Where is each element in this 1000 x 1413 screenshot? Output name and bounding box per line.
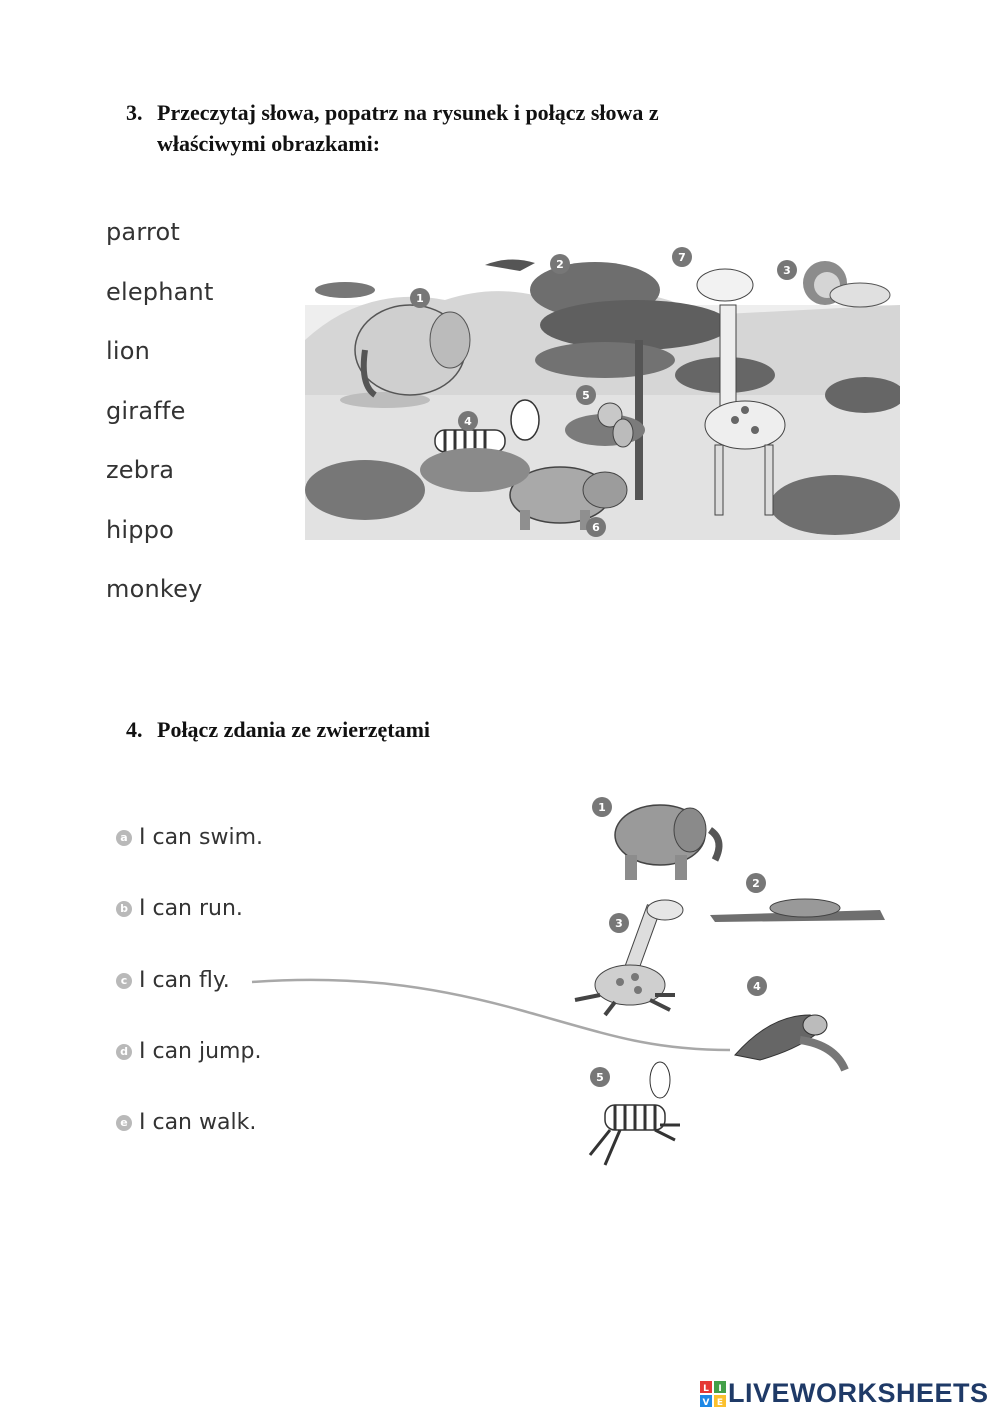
- animal-giraffe: [575, 900, 683, 1015]
- svg-text:7: 7: [678, 251, 686, 264]
- svg-text:2: 2: [752, 877, 760, 890]
- animal-hippo: [710, 899, 885, 922]
- scene-marker-6: [586, 517, 606, 537]
- scene-marker-5: [576, 385, 596, 405]
- exercise-3-instruction-line1: Przeczytaj słowa, popatrz na rysunek i połącz słowa z: [157, 100, 659, 125]
- sentence-letter-b: b: [116, 901, 132, 917]
- scene-marker-2: [550, 254, 570, 274]
- exercise-3-instruction-line2: właściwymi obrazkami:: [157, 131, 381, 156]
- word-elephant[interactable]: elephant: [106, 278, 214, 306]
- animals-illustration: [560, 790, 890, 1190]
- animal-marker-2: [746, 873, 766, 893]
- savanna-scene-illustration: [305, 245, 900, 540]
- sentence-b[interactable]: [116, 896, 243, 921]
- svg-text:4: 4: [464, 415, 472, 428]
- scene-lion: [803, 261, 890, 307]
- scene-marker-1: [410, 288, 430, 308]
- animal-parrot: [735, 1015, 845, 1070]
- word-hippo[interactable]: hippo: [106, 516, 175, 544]
- animal-marker-5: [590, 1067, 610, 1087]
- svg-text:E: E: [716, 1397, 724, 1407]
- animal-elephant: [615, 805, 719, 880]
- svg-text:2: 2: [556, 258, 564, 271]
- scene-marker-3: [777, 260, 797, 280]
- svg-text:4: 4: [753, 980, 761, 993]
- animal-marker-4: [747, 976, 767, 996]
- svg-text:I: I: [718, 1383, 722, 1394]
- animal-marker-1: [592, 797, 612, 817]
- word-giraffe[interactable]: giraffe: [106, 397, 186, 425]
- sentence-text-d: I can jump.: [139, 1039, 262, 1064]
- svg-text:1: 1: [416, 292, 424, 305]
- sentence-letter-d: d: [116, 1044, 132, 1060]
- sentence-e[interactable]: [116, 1110, 256, 1135]
- svg-text:5: 5: [596, 1071, 604, 1084]
- word-zebra[interactable]: zebra: [106, 456, 175, 484]
- sentence-text-a: I can swim.: [139, 825, 263, 850]
- svg-text:L: L: [703, 1383, 709, 1394]
- sentence-text-b: I can run.: [139, 896, 243, 921]
- exercise-3-number: 3.: [126, 100, 143, 125]
- sentence-letter-c: c: [116, 973, 132, 989]
- svg-text:3: 3: [615, 917, 623, 930]
- svg-text:3: 3: [783, 264, 791, 277]
- scene-marker-4: [458, 411, 478, 431]
- sentence-a[interactable]: [116, 825, 263, 850]
- sentence-c[interactable]: [116, 968, 230, 993]
- word-lion[interactable]: lion: [106, 337, 151, 365]
- sentence-text-e: I can walk.: [139, 1110, 257, 1135]
- svg-text:5: 5: [582, 389, 590, 402]
- svg-text:6: 6: [592, 521, 600, 534]
- svg-text:V: V: [702, 1397, 710, 1407]
- animal-marker-3: [609, 913, 629, 933]
- word-parrot[interactable]: parrot: [106, 218, 181, 246]
- scene-marker-7: [672, 247, 692, 267]
- word-monkey[interactable]: monkey: [106, 575, 203, 603]
- sentence-letter-a: a: [116, 830, 132, 846]
- liveworksheets-logo-icon: [700, 1381, 726, 1407]
- exercise-4-title: Połącz zdania ze zwierzętami: [157, 717, 431, 742]
- sentence-text-c: I can fly.: [139, 968, 230, 993]
- sentence-d[interactable]: [116, 1039, 261, 1064]
- exercise-4-number: 4.: [126, 717, 143, 742]
- scene-parrot: [485, 259, 535, 271]
- sentence-letter-e: e: [116, 1115, 132, 1131]
- svg-text:1: 1: [598, 801, 606, 814]
- liveworksheets-brand-text: LIVEWORKSHEETS: [728, 1378, 989, 1408]
- liveworksheets-footer: [700, 1378, 989, 1409]
